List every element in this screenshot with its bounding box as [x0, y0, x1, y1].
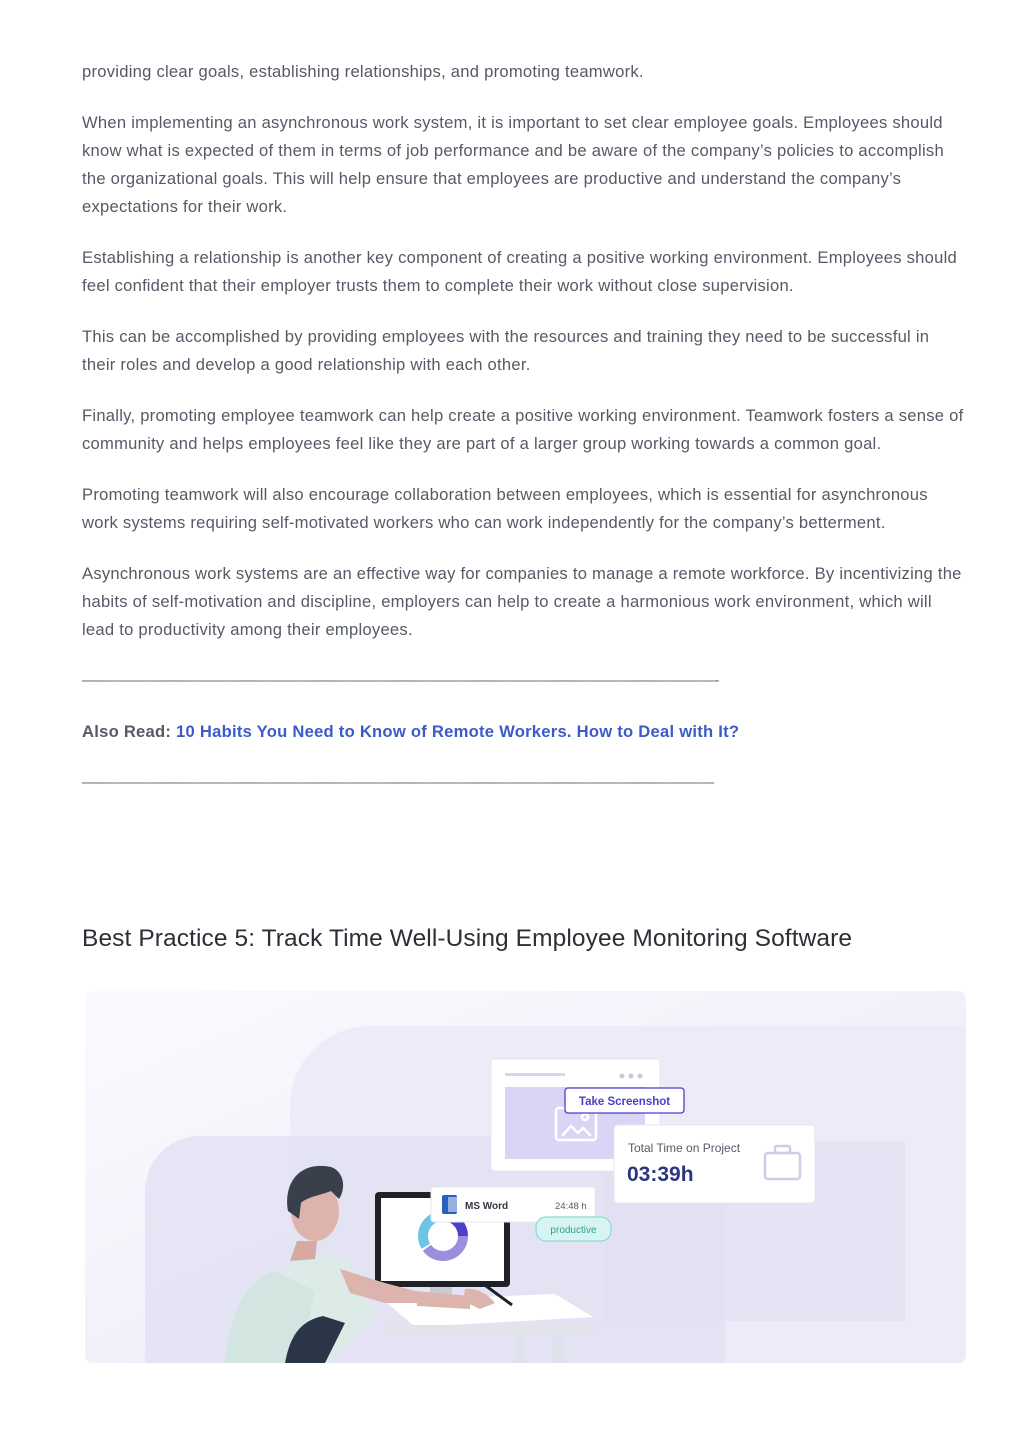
also-read-label: Also Read:	[82, 722, 172, 741]
divider-line: ————————————————————————————————————————-	[82, 672, 720, 689]
divider-line: ————————————————————————————————————————	[82, 774, 715, 791]
paragraph: When implementing an asynchronous work system, it is important to set clear employee goals. Employees should know what is expected of them in terms of job performance and be aware of the company’s policies to accomplish the organizational goals. This will help ensure that employees are productive and understand the company’s expectations for their work.	[82, 113, 944, 216]
article-body	[82, 58, 967, 797]
productive-badge	[536, 1217, 611, 1241]
also-read	[82, 718, 967, 746]
take-screenshot-button[interactable]	[565, 1088, 684, 1113]
paragraph: Establishing a relationship is another key component of creating a positive working environment. Employees should feel conﬁdent that their employer trusts them to complete their work without close supervision.	[82, 248, 958, 295]
section-heading: Best Practice 5: Track Time Well-Using Employee Monitoring Software	[82, 925, 853, 952]
illustration-graphic	[85, 991, 966, 1363]
total-time-card	[614, 1125, 815, 1203]
app-name: MS Word	[465, 1201, 509, 1212]
paragraph: providing clear goals, establishing relationships, and promoting teamwork.	[82, 62, 644, 81]
productive-label: productive	[550, 1225, 597, 1236]
paragraph: Finally, promoting employee teamwork can help create a positive working environment. Teamwork fosters a sense of community and helps employees feel like they are part of a larger group working towards a common goal.	[82, 406, 964, 453]
also-read-link[interactable]: 10 Habits You Need to Know of Remote Workers. How to Deal with It?	[176, 722, 740, 741]
paragraph: Asynchronous work systems are an effective way for companies to manage a remote workforce. By incentivizing the habits of self-motivation and discipline, employers can help to create a harmonious work environment, which will lead to productivity among their employees.	[82, 564, 962, 639]
monitoring-illustration	[85, 991, 966, 1363]
paragraph: This can be accomplished by providing employees with the resources and training they need to be successful in their roles and develop a good relationship with each other.	[82, 327, 930, 374]
total-time-label: Total Time on Project	[628, 1141, 741, 1155]
total-time-value: 03:39h	[627, 1163, 694, 1186]
paragraph: Promoting teamwork will also encourage collaboration between employees, which is essential for asynchronous work systems requiring self-motivated workers who can work independently for the company’s betterment.	[82, 485, 928, 532]
app-time: 24:48 h	[555, 1201, 587, 1212]
take-screenshot-label: Take Screenshot	[578, 1096, 671, 1108]
